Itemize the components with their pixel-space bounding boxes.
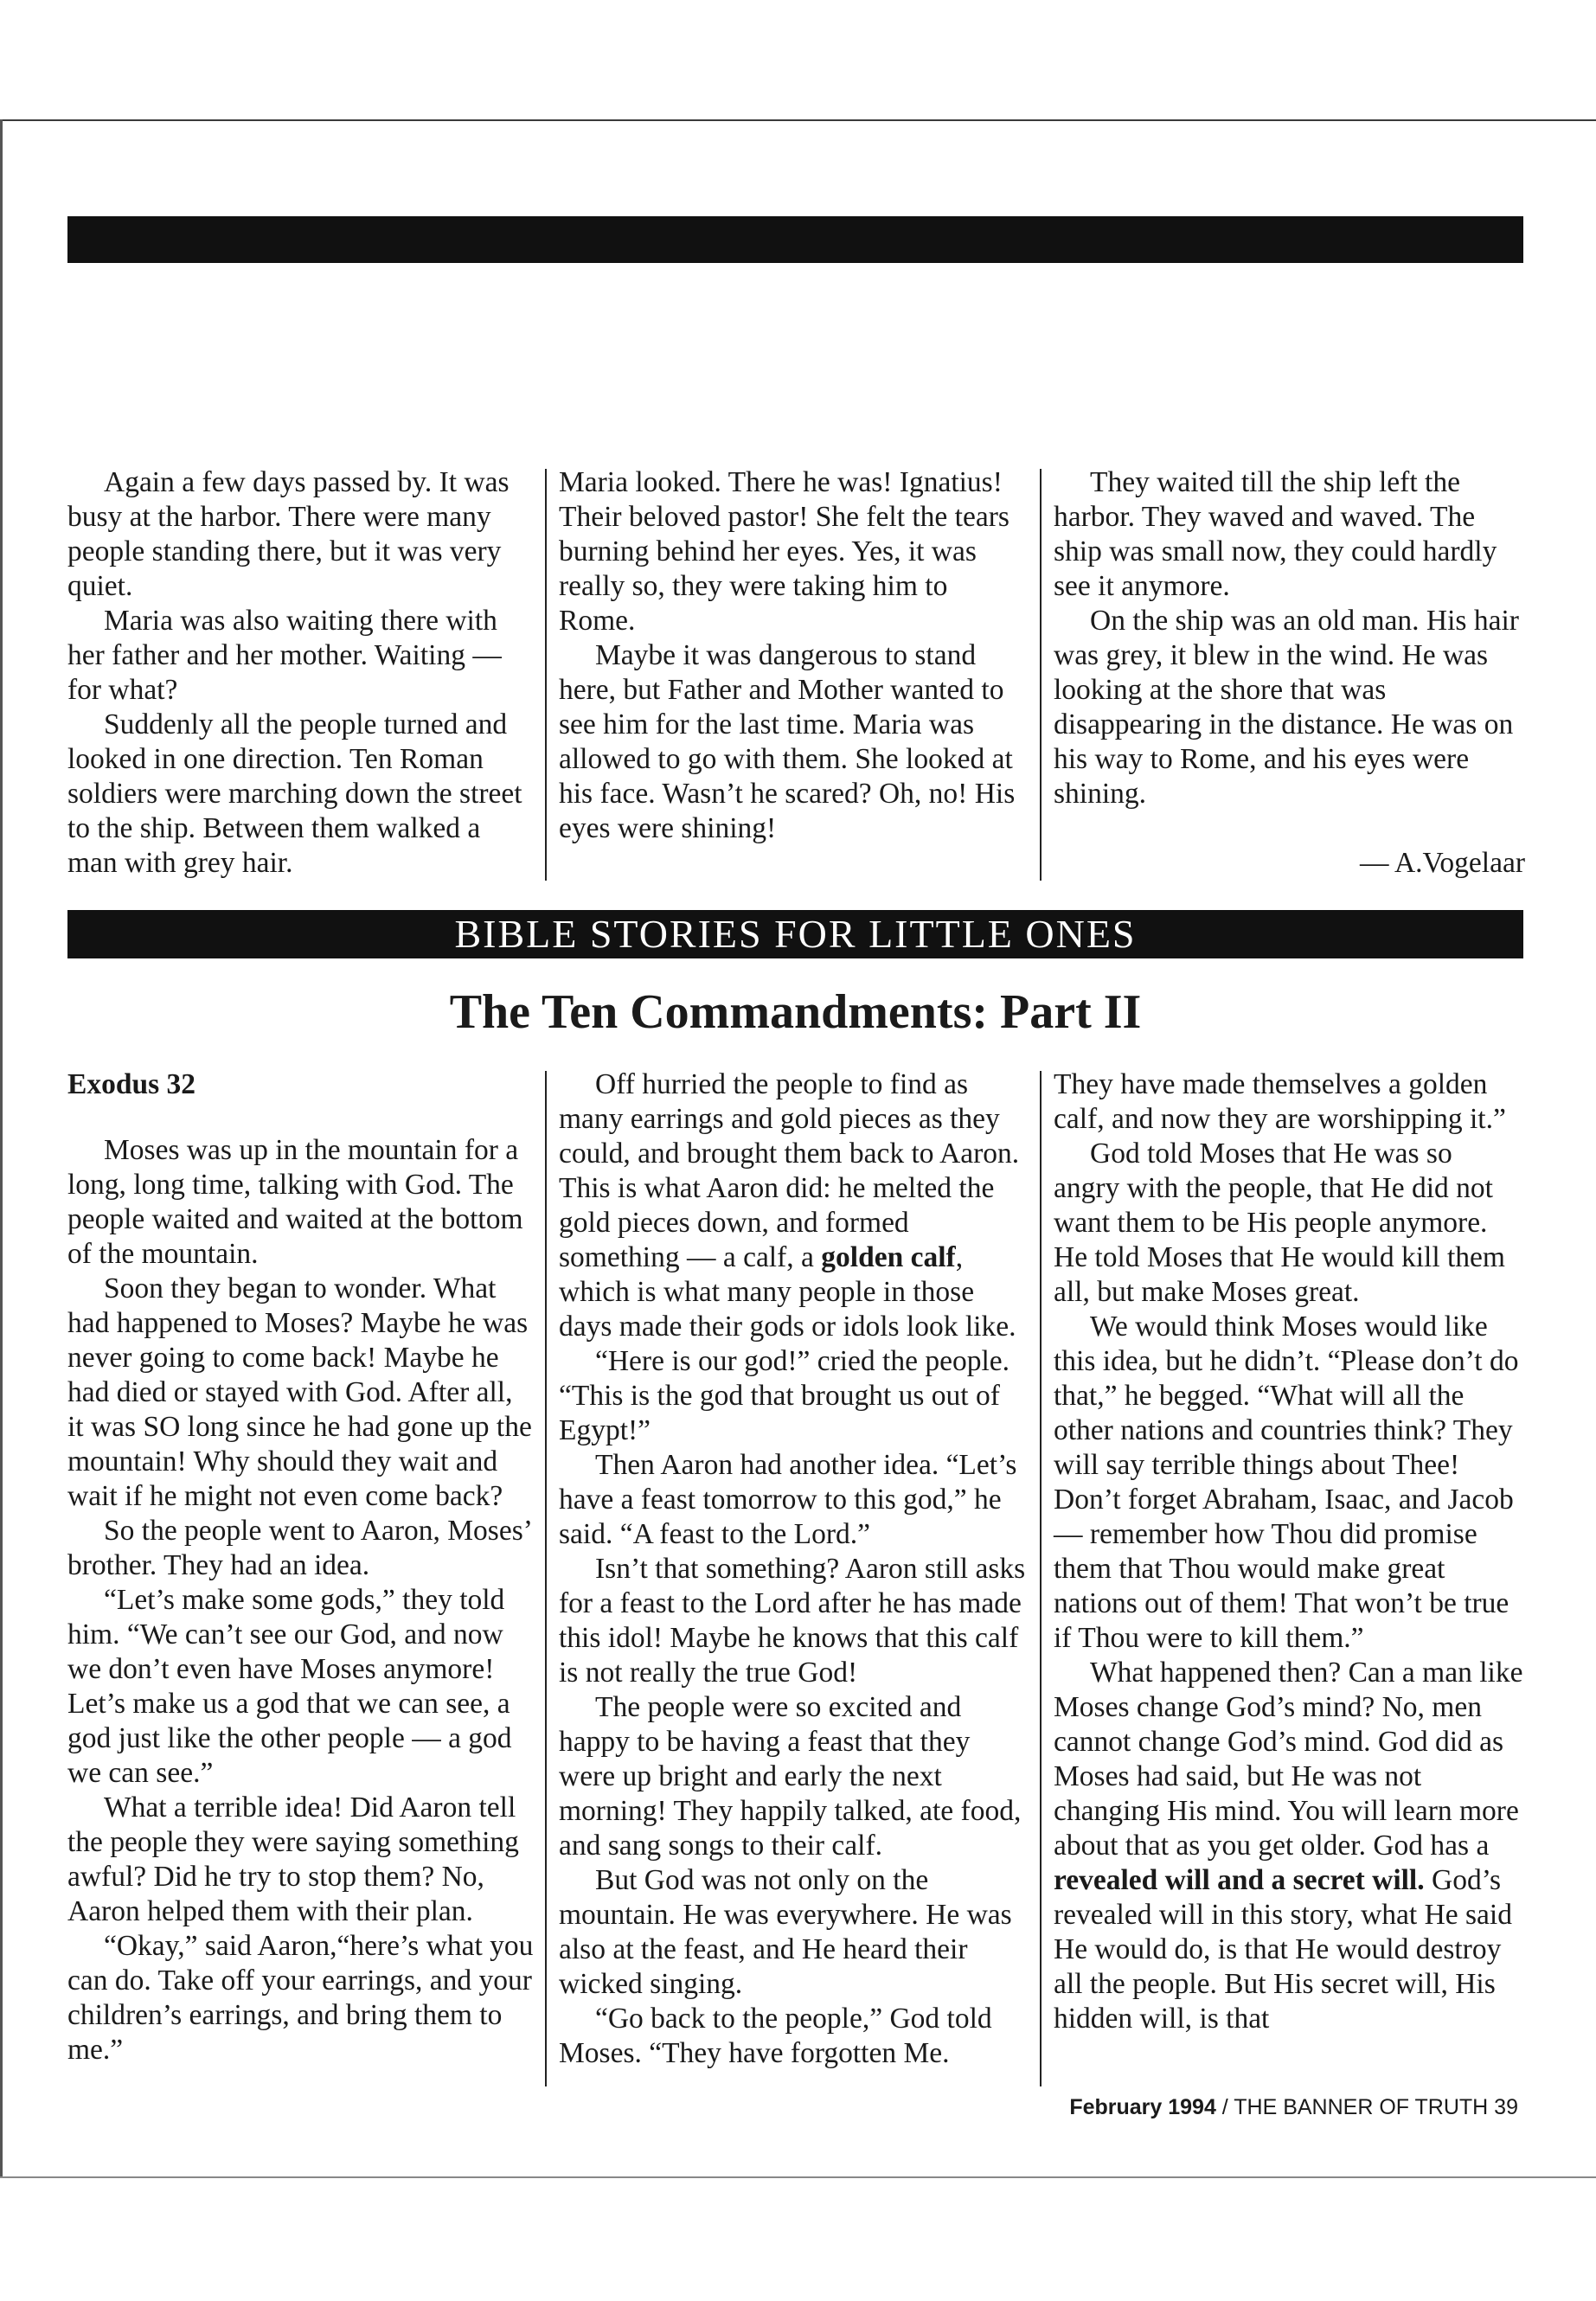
article-column-3 — [1054, 1067, 1525, 2036]
article-paragraph — [1054, 1656, 1525, 2036]
footer-date: February 1994 — [1069, 2095, 1216, 2119]
text-run: , which is what many people in those days made their gods or idols look like. — [559, 1241, 1016, 1343]
column-divider — [545, 469, 547, 881]
section-band-title: BIBLE STORIES FOR LITTLE ONES — [454, 912, 1137, 956]
text-run: God’s revealed will in this story, what He said He would do, is that He would destroy all the people. But His secret will, His hidden will, is that — [1054, 1864, 1512, 2035]
story-paragraph: They waited till the ship left the harbor. They waved and waved. The ship was small now, they could hardly see it anymore. — [1054, 466, 1497, 602]
story-author: — A.Vogelaar — [1359, 847, 1525, 879]
story-paragraph: On the ship was an old man. His hair was grey, it blew in the wind. He was looking at the shore that was disappearing in the distance. He was on his way to Rome, and his eyes were shining. — [1054, 605, 1519, 810]
article-paragraph: “Go back to the people,” God told Moses. “They have forgotten Me. — [559, 2003, 992, 2069]
article-column-1 — [67, 1067, 535, 2067]
footer-publication: / THE BANNER OF TRUTH 39 — [1215, 2095, 1518, 2119]
page-left-edge — [0, 119, 3, 2178]
section-band — [67, 910, 1523, 958]
article-paragraph: “Okay,” said Aaron,“here’s what you can do. Take off your earrings, and your children’s earrings, and bring them to me.” — [67, 1930, 534, 2066]
article-paragraph: So the people went to Aaron, Moses’ brother. They had an idea. — [67, 1515, 531, 1581]
text-run: What happened then? Can a man like Moses change God’s mind? No, men cannot change God’s mind. God did as Moses had said, but He was not changing His mind. You will learn more about that as you get older. God has a — [1054, 1657, 1523, 1862]
article-paragraph: Isn’t that something? Aaron still asks for a feast to the Lord after he has made this idol! Maybe he knows that this calf is not really the true God! — [559, 1553, 1026, 1689]
story-column-3 — [1054, 465, 1525, 881]
bold-text: revealed will and a secret will. — [1054, 1864, 1425, 1896]
article-paragraph: Moses was up in the mountain for a long, long time, talking with God. The people waited and waited at the bottom of the mountain. — [67, 1134, 523, 1270]
story-paragraph: Maybe it was dangerous to stand here, but Father and Mother wanted to see him for the last time. Maria was allowed to go with them. She looked at his face. Wasn’t he scared? Oh, no! His eyes were shining! — [559, 639, 1016, 844]
article-paragraph: But God was not only on the mountain. He was everywhere. He was also at the feast, and He heard their wicked singing. — [559, 1864, 1012, 2000]
article-paragraph: “Let’s make some gods,” they told him. “We can’t see our God, and now we don’t even have Moses anymore! Let’s make us a god that we can see, a god just like the other people — a god we can see.” — [67, 1584, 512, 1789]
bold-text: golden calf — [821, 1241, 956, 1273]
page-bottom-edge — [0, 2176, 1596, 2178]
page-top-edge — [0, 119, 1596, 121]
text-run: Off hurried the people to find as many earrings and gold pieces as they could, and brought them back to Aaron. This is what Aaron did: he melted the gold pieces down, and formed something — a calf, a — [559, 1068, 1020, 1273]
story-column-1 — [67, 465, 535, 881]
article-paragraph: They have made themselves a golden calf, and now they are worshipping it.” — [1054, 1068, 1506, 1135]
story-paragraph: Suddenly all the people turned and looked in one direction. Ten Roman soldiers were marching down the street to the ship. Between them walked a man with grey hair. — [67, 708, 522, 879]
article-paragraph: Then Aaron had another idea. “Let’s have a feast tomorrow to this god,” he said. “A feast to the Lord.” — [559, 1449, 1017, 1550]
article-paragraph: The people were so excited and happy to be having a feast that they were up bright and early the next morning! They happily talked, ate food, and sang songs to their calf. — [559, 1691, 1022, 1862]
column-divider — [1040, 469, 1042, 881]
article-paragraph: Soon they began to wonder. What had happened to Moses? Maybe he was never going to come back! Maybe he had died or stayed with God. After all, it was SO long since he had gone up the mountain! Why should they wait and wait if he might not even come back? — [67, 1272, 532, 1512]
article-title: The Ten Commandments: Part II — [449, 985, 1142, 1039]
scripture-reference: Exodus 32 — [67, 1068, 196, 1100]
story-paragraph: Again a few days passed by. It was busy at the harbor. There were many people standing there, but it was very quiet. — [67, 466, 510, 602]
article-paragraph: We would think Moses would like this idea, but he didn’t. “Please don’t do that,” he begged. “What will all the other nations and countries think? They will say terrible things about Thee! Don’t forget Abraham, Isaac, and Jacob — remember how Thou did promise them that Thou would make great nations out of them! That won’t be true if Thou were to kill them.” — [1054, 1311, 1519, 1654]
story-paragraph: Maria looked. There he was! Ignatius! Their beloved pastor! She felt the tears burning behind her eyes. Yes, it was really so, they were taking him to Rome. — [559, 466, 1010, 637]
article-paragraph: “Here is our god!” cried the people. “This is the god that brought us out of Egypt!” — [559, 1345, 1010, 1446]
article-paragraph: What a terrible idea! Did Aaron tell the people they were saying something awful? Did he try to stop them? No, Aaron helped them with their plan. — [67, 1791, 519, 1927]
story-column-2 — [559, 465, 1026, 846]
story-paragraph: Maria was also waiting there with her father and her mother. Waiting — for what? — [67, 605, 502, 706]
article-paragraph — [559, 1067, 1026, 1344]
header-black-bar — [67, 216, 1523, 263]
article-paragraph: God told Moses that He was so angry with the people, that He did not want them to be His people anymore. He told Moses that He would kill them all, but make Moses great. — [1054, 1138, 1505, 1308]
page-footer — [1069, 2093, 1518, 2121]
article-column-2 — [559, 1067, 1026, 2071]
column-divider — [1040, 1071, 1042, 2086]
column-divider — [545, 1071, 547, 2086]
